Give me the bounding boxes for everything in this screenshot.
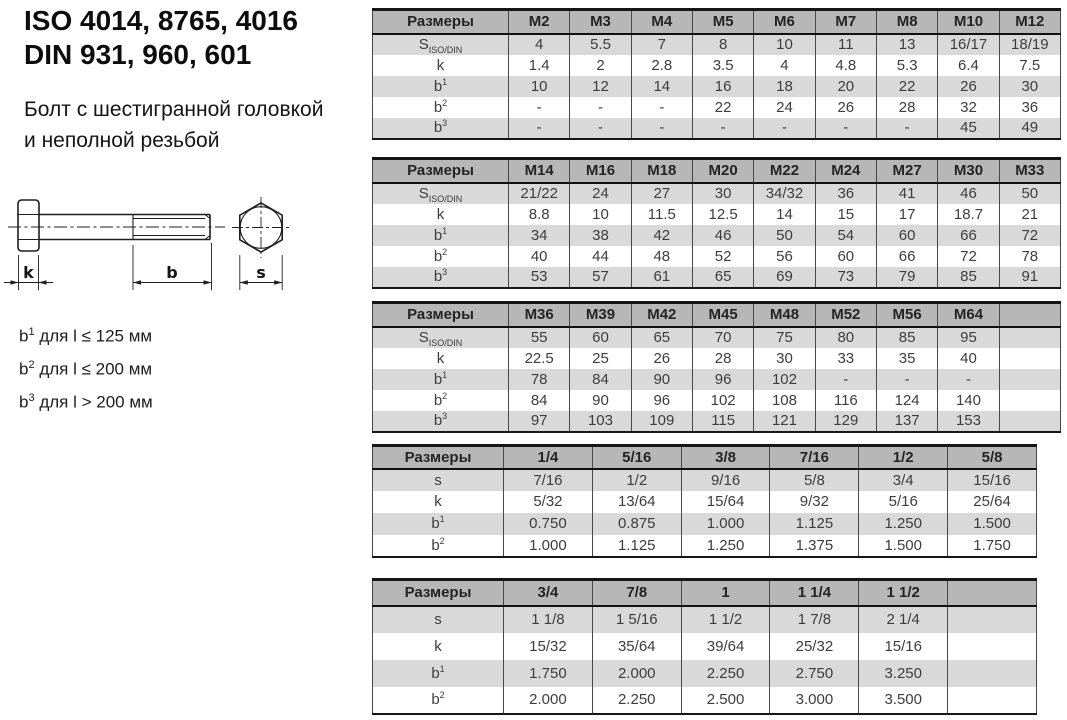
size-column-header: M45	[692, 303, 753, 327]
row-label: $S_{ISO/DIN}$	[373, 327, 509, 348]
size-column-header: M56	[876, 303, 937, 327]
value-cell: 3.500	[859, 687, 948, 714]
value-cell: 84	[570, 369, 631, 390]
value-cell: 75	[754, 327, 815, 348]
value-cell: -	[815, 369, 876, 390]
value-cell: 60	[815, 246, 876, 267]
row-label: $b^1$	[373, 76, 509, 97]
value-cell: 5.3	[876, 55, 937, 76]
value-cell: 79	[876, 267, 937, 288]
value-cell: 30	[999, 76, 1060, 97]
table-row	[373, 246, 1061, 267]
title-line-din: DIN 931, 960, 601	[24, 39, 252, 70]
value-cell: 91	[999, 267, 1060, 288]
value-cell: 124	[876, 390, 937, 411]
value-cell: 2.250	[592, 687, 681, 714]
row-label: $b^1$	[373, 369, 509, 390]
value-cell: 55	[509, 327, 570, 348]
value-cell: 80	[815, 327, 876, 348]
size-column-header: M2	[509, 10, 570, 34]
value-cell: 16	[692, 76, 753, 97]
value-cell: 115	[692, 411, 753, 432]
row-label: $b^1$	[373, 660, 504, 687]
size-column-header: M7	[815, 10, 876, 34]
subtitle-line-1: Болт с шестигранной головкой	[24, 98, 324, 121]
value-cell: 2	[570, 55, 631, 76]
value-cell: 14	[631, 76, 692, 97]
size-column-header: M52	[815, 303, 876, 327]
value-cell: 97	[509, 411, 570, 432]
empty-cell	[948, 606, 1037, 633]
value-cell: -	[631, 118, 692, 139]
value-cell: -	[876, 369, 937, 390]
value-cell: 2.000	[504, 687, 593, 714]
value-cell: 15/32	[504, 633, 593, 660]
empty-cell	[999, 369, 1060, 390]
value-cell: 90	[631, 369, 692, 390]
value-cell: 15	[815, 204, 876, 225]
value-cell: 85	[876, 327, 937, 348]
size-column-header: M30	[938, 159, 999, 183]
value-cell: 1.125	[770, 513, 859, 535]
value-cell: -	[570, 118, 631, 139]
row-label: s	[373, 606, 504, 633]
value-cell: 57	[570, 267, 631, 288]
table-row	[373, 204, 1061, 225]
footnote-line: $b^3$ для l > 200 мм	[19, 392, 153, 412]
value-cell: 12	[570, 76, 631, 97]
value-cell: -	[938, 369, 999, 390]
value-cell: 24	[754, 97, 815, 118]
value-cell: 5/32	[504, 491, 593, 513]
value-cell: -	[815, 118, 876, 139]
size-column-header: 3/8	[681, 446, 770, 469]
value-cell: 5/16	[859, 491, 948, 513]
table-corner-header: Размеры	[373, 159, 509, 183]
table-row	[373, 267, 1061, 288]
value-cell: 10	[509, 76, 570, 97]
size-column-header: M22	[754, 159, 815, 183]
table-row	[373, 348, 1061, 369]
size-table-2	[372, 157, 1061, 289]
value-cell: 6.4	[938, 55, 999, 76]
value-cell: 48	[631, 246, 692, 267]
size-column-header: M64	[938, 303, 999, 327]
value-cell: 34	[509, 225, 570, 246]
value-cell: 10	[570, 204, 631, 225]
value-cell: 1 5/16	[592, 606, 681, 633]
value-cell: 44	[570, 246, 631, 267]
value-cell: 52	[692, 246, 753, 267]
value-cell: 13	[876, 34, 937, 55]
value-cell: 46	[692, 225, 753, 246]
table-corner-header: Размеры	[373, 10, 509, 34]
value-cell: 7.5	[999, 55, 1060, 76]
page-subtitle	[24, 94, 323, 156]
value-cell: 5.5	[570, 34, 631, 55]
title-line-iso: ISO 4014, 8765, 4016	[24, 5, 298, 36]
value-cell: 73	[815, 267, 876, 288]
value-cell: 1 7/8	[770, 606, 859, 633]
value-cell: 36	[815, 183, 876, 204]
value-cell: 21/22	[509, 183, 570, 204]
value-cell: 22	[692, 97, 753, 118]
value-cell: 16/17	[938, 34, 999, 55]
value-cell: 14	[754, 204, 815, 225]
row-label: k	[373, 55, 509, 76]
value-cell: 9/16	[681, 469, 770, 491]
row-label: k	[373, 633, 504, 660]
value-cell: 65	[631, 327, 692, 348]
value-cell: 18.7	[938, 204, 999, 225]
value-cell: 1.250	[859, 513, 948, 535]
value-cell: 109	[631, 411, 692, 432]
size-column-header: M24	[815, 159, 876, 183]
value-cell: 2.250	[681, 660, 770, 687]
value-cell: 5/8	[770, 469, 859, 491]
empty-cell	[999, 390, 1060, 411]
value-cell: 15/16	[859, 633, 948, 660]
size-column-header: M36	[509, 303, 570, 327]
empty-cell	[948, 660, 1037, 687]
value-cell: 1.500	[948, 513, 1037, 535]
size-table-1	[372, 8, 1061, 140]
value-cell: 20	[815, 76, 876, 97]
row-label: $b^2$	[373, 246, 509, 267]
row-label: k	[373, 204, 509, 225]
size-table-5	[372, 578, 1037, 715]
value-cell: 25/32	[770, 633, 859, 660]
value-cell: 26	[815, 97, 876, 118]
size-column-header: M27	[876, 159, 937, 183]
empty-cell	[999, 327, 1060, 348]
bolt-end-view	[232, 197, 290, 258]
value-cell: 2.750	[770, 660, 859, 687]
value-cell: 54	[815, 225, 876, 246]
row-label: k	[373, 491, 504, 513]
value-cell: 28	[692, 348, 753, 369]
dim-s-label: s	[256, 263, 266, 282]
value-cell: 46	[938, 183, 999, 204]
value-cell: 25/64	[948, 491, 1037, 513]
value-cell: 15/16	[948, 469, 1037, 491]
bolt-head	[18, 200, 39, 251]
empty-header-cell	[999, 303, 1060, 327]
table-row	[373, 491, 1037, 513]
value-cell: 35	[876, 348, 937, 369]
value-cell: 78	[999, 246, 1060, 267]
value-cell: 32	[938, 97, 999, 118]
value-cell: 39/64	[681, 633, 770, 660]
subtitle-line-2: и неполной резьбой	[24, 129, 220, 152]
size-column-header: M42	[631, 303, 692, 327]
table-row	[373, 513, 1037, 535]
size-column-header: 1 1/2	[859, 580, 948, 606]
row-label: $b^1$	[373, 513, 504, 535]
table-row	[373, 97, 1061, 118]
empty-cell	[999, 348, 1060, 369]
value-cell: 85	[938, 267, 999, 288]
value-cell: 90	[570, 390, 631, 411]
value-cell: 1.750	[504, 660, 593, 687]
table-row	[373, 327, 1061, 348]
value-cell: -	[509, 118, 570, 139]
value-cell: 10	[754, 34, 815, 55]
value-cell: 61	[631, 267, 692, 288]
value-cell: 26	[938, 76, 999, 97]
size-column-header: M39	[570, 303, 631, 327]
value-cell: -	[876, 118, 937, 139]
dim-k-label: k	[23, 263, 34, 282]
empty-cell	[948, 633, 1037, 660]
value-cell: 28	[876, 97, 937, 118]
size-column-header: M4	[631, 10, 692, 34]
value-cell: 27	[631, 183, 692, 204]
size-column-header: 5/8	[948, 446, 1037, 469]
value-cell: 60	[570, 327, 631, 348]
size-column-header: M14	[509, 159, 570, 183]
value-cell: 2.8	[631, 55, 692, 76]
value-cell: 24	[570, 183, 631, 204]
value-cell: -	[754, 118, 815, 139]
value-cell: 3.5	[692, 55, 753, 76]
value-cell: 8	[692, 34, 753, 55]
row-label: $S_{ISO/DIN}$	[373, 34, 509, 55]
end-view-centerlines	[232, 197, 290, 258]
row-label: k	[373, 348, 509, 369]
value-cell: 11.5	[631, 204, 692, 225]
value-cell: 1.000	[681, 513, 770, 535]
value-cell: 108	[754, 390, 815, 411]
value-cell: 38	[570, 225, 631, 246]
empty-header-cell	[948, 580, 1037, 606]
table-row	[373, 76, 1061, 97]
value-cell: 36	[999, 97, 1060, 118]
page-title	[24, 4, 298, 72]
value-cell: 22	[876, 76, 937, 97]
size-column-header: 7/16	[770, 446, 859, 469]
table-row	[373, 633, 1037, 660]
row-label: $b^2$	[373, 687, 504, 714]
size-column-header: M48	[754, 303, 815, 327]
value-cell: -	[570, 97, 631, 118]
size-table-4	[372, 444, 1037, 558]
value-cell: 84	[509, 390, 570, 411]
value-cell: 72	[938, 246, 999, 267]
size-table-3	[372, 301, 1061, 433]
value-cell: 18	[754, 76, 815, 97]
bolt-side-view	[8, 200, 225, 251]
value-cell: 15/64	[681, 491, 770, 513]
footnote-line: $b^2$ для l ≤ 200 мм	[19, 359, 153, 379]
value-cell: 1 1/2	[681, 606, 770, 633]
size-column-header: 5/16	[592, 446, 681, 469]
value-cell: 33	[815, 348, 876, 369]
dim-b-label: b	[166, 263, 178, 282]
row-label: $b^3$	[373, 411, 509, 432]
value-cell: 66	[876, 246, 937, 267]
value-cell: 18/19	[999, 34, 1060, 55]
value-cell: 102	[754, 369, 815, 390]
table-row	[373, 606, 1037, 633]
value-cell: 2.500	[681, 687, 770, 714]
footnotes	[19, 318, 153, 417]
value-cell: 116	[815, 390, 876, 411]
value-cell: 30	[692, 183, 753, 204]
value-cell: 4	[754, 55, 815, 76]
value-cell: 22.5	[509, 348, 570, 369]
table-row	[373, 660, 1037, 687]
value-cell: 78	[509, 369, 570, 390]
value-cell: 0.750	[504, 513, 593, 535]
value-cell: -	[631, 97, 692, 118]
size-column-header: M10	[938, 10, 999, 34]
table-row	[373, 411, 1061, 432]
value-cell: 65	[692, 267, 753, 288]
value-cell: -	[692, 118, 753, 139]
footnote-line: $b^1$ для l ≤ 125 мм	[19, 326, 153, 346]
size-column-header: M16	[570, 159, 631, 183]
row-label: $b^3$	[373, 267, 509, 288]
value-cell: 12.5	[692, 204, 753, 225]
value-cell: 11	[815, 34, 876, 55]
value-cell: 129	[815, 411, 876, 432]
value-cell: 42	[631, 225, 692, 246]
value-cell: 34/32	[754, 183, 815, 204]
table-row	[373, 34, 1061, 55]
value-cell: 7	[631, 34, 692, 55]
row-label: $b^2$	[373, 390, 509, 411]
size-column-header: M6	[754, 10, 815, 34]
table-row	[373, 369, 1061, 390]
size-column-header: M8	[876, 10, 937, 34]
value-cell: 8.8	[509, 204, 570, 225]
empty-cell	[948, 687, 1037, 714]
value-cell: 53	[509, 267, 570, 288]
size-column-header: 3/4	[504, 580, 593, 606]
value-cell: 1.750	[948, 535, 1037, 557]
value-cell: 1.250	[681, 535, 770, 557]
table-row	[373, 535, 1037, 557]
size-column-header: M33	[999, 159, 1060, 183]
value-cell: 45	[938, 118, 999, 139]
value-cell: 41	[876, 183, 937, 204]
row-label: $b^2$	[373, 97, 509, 118]
value-cell: 1.4	[509, 55, 570, 76]
size-column-header: M12	[999, 10, 1060, 34]
value-cell: 40	[938, 348, 999, 369]
value-cell: 1 1/8	[504, 606, 593, 633]
value-cell: 9/32	[770, 491, 859, 513]
value-cell: 137	[876, 411, 937, 432]
value-cell: 4	[509, 34, 570, 55]
table-corner-header: Размеры	[373, 303, 509, 327]
table-row	[373, 55, 1061, 76]
value-cell: 1.500	[859, 535, 948, 557]
table-row	[373, 469, 1037, 491]
value-cell: 2 1/4	[859, 606, 948, 633]
size-column-header: 1	[681, 580, 770, 606]
row-label: $b^3$	[373, 118, 509, 139]
value-cell: 60	[876, 225, 937, 246]
value-cell: 56	[754, 246, 815, 267]
value-cell: 3.000	[770, 687, 859, 714]
table-row	[373, 183, 1061, 204]
value-cell: 140	[938, 390, 999, 411]
table-corner-header: Размеры	[373, 446, 504, 469]
value-cell: 35/64	[592, 633, 681, 660]
table-row	[373, 390, 1061, 411]
value-cell: 1.000	[504, 535, 593, 557]
value-cell: 26	[631, 348, 692, 369]
value-cell: 72	[999, 225, 1060, 246]
row-label: $b^2$	[373, 535, 504, 557]
value-cell: -	[509, 97, 570, 118]
size-column-header: 7/8	[592, 580, 681, 606]
row-label: s	[373, 469, 504, 491]
value-cell: 1/2	[592, 469, 681, 491]
value-cell: 7/16	[504, 469, 593, 491]
size-column-header: 1/4	[504, 446, 593, 469]
value-cell: 96	[692, 369, 753, 390]
value-cell: 70	[692, 327, 753, 348]
value-cell: 66	[938, 225, 999, 246]
value-cell: 0.875	[592, 513, 681, 535]
table-row	[373, 687, 1037, 714]
value-cell: 153	[938, 411, 999, 432]
table-row	[373, 118, 1061, 139]
value-cell: 1.125	[592, 535, 681, 557]
value-cell: 3.250	[859, 660, 948, 687]
value-cell: 25	[570, 348, 631, 369]
row-label: $S_{ISO/DIN}$	[373, 183, 509, 204]
value-cell: 40	[509, 246, 570, 267]
value-cell: 3/4	[859, 469, 948, 491]
value-cell: 102	[692, 390, 753, 411]
value-cell: 1.375	[770, 535, 859, 557]
size-column-header: M20	[692, 159, 753, 183]
value-cell: 103	[570, 411, 631, 432]
size-column-header: M3	[570, 10, 631, 34]
size-column-header: M5	[692, 10, 753, 34]
value-cell: 50	[754, 225, 815, 246]
row-label: $b^1$	[373, 225, 509, 246]
value-cell: 121	[754, 411, 815, 432]
value-cell: 13/64	[592, 491, 681, 513]
value-cell: 2.000	[592, 660, 681, 687]
size-column-header: 1 1/4	[770, 580, 859, 606]
value-cell: 50	[999, 183, 1060, 204]
value-cell: 4.8	[815, 55, 876, 76]
value-cell: 30	[754, 348, 815, 369]
bolt-drawing	[0, 185, 330, 315]
value-cell: 17	[876, 204, 937, 225]
value-cell: 95	[938, 327, 999, 348]
empty-cell	[999, 411, 1060, 432]
table-row	[373, 225, 1061, 246]
size-column-header: M18	[631, 159, 692, 183]
size-column-header: 1/2	[859, 446, 948, 469]
value-cell: 69	[754, 267, 815, 288]
value-cell: 49	[999, 118, 1060, 139]
table-corner-header: Размеры	[373, 580, 504, 606]
value-cell: 96	[631, 390, 692, 411]
value-cell: 21	[999, 204, 1060, 225]
